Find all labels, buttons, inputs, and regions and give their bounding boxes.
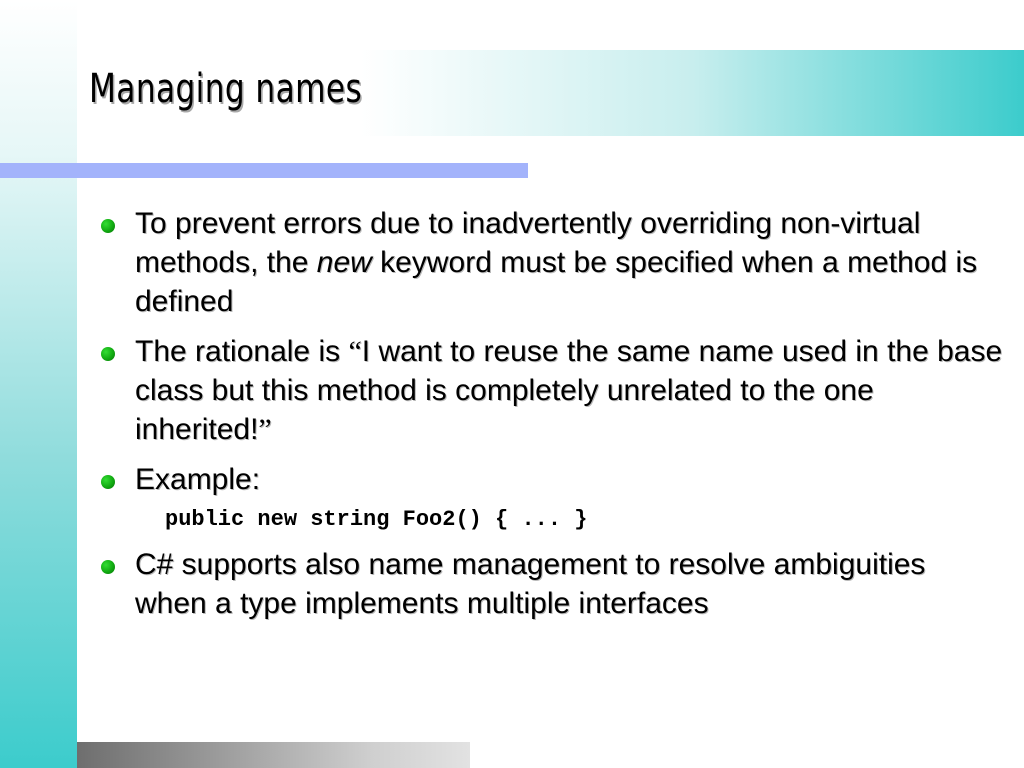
bullet-icon — [101, 475, 115, 489]
bullet-icon — [101, 560, 115, 574]
open-quote-mark: “ — [348, 335, 362, 368]
bullet-text-part: keyword must be specified when a method is defined — [135, 246, 978, 318]
bullet-text: Example: — [135, 463, 261, 496]
title-underline-bar — [0, 163, 528, 178]
bullet-text — [135, 207, 977, 318]
quoted-text: I want to reuse the same name used in the base class but this method is completely unrelated to the one inherited! — [135, 335, 1003, 446]
bottom-gradient-bar — [77, 742, 470, 768]
slide-title: Managing names — [89, 66, 363, 112]
bullet-item — [95, 545, 1005, 623]
bullet-text: C# supports also name management to resolve ambiguities when a type implements multiple interfaces — [135, 548, 926, 620]
code-example: public new string Foo2() { ... } — [165, 507, 588, 532]
keyword-emphasis: new — [316, 246, 372, 279]
bullet-text — [135, 335, 1002, 446]
bullet-item — [95, 204, 1005, 321]
bullet-icon — [101, 219, 115, 233]
bullet-text-part: The rationale is — [135, 335, 349, 368]
left-gradient-strip — [0, 0, 77, 768]
slide-body — [95, 204, 1005, 634]
bullet-item — [95, 332, 1005, 449]
bullet-text-part: To prevent errors due to inadvertently overriding non-virtual methods, the — [135, 207, 921, 279]
close-quote-mark: ” — [258, 413, 272, 446]
bullet-icon — [101, 347, 115, 361]
bullet-item — [95, 460, 1005, 499]
